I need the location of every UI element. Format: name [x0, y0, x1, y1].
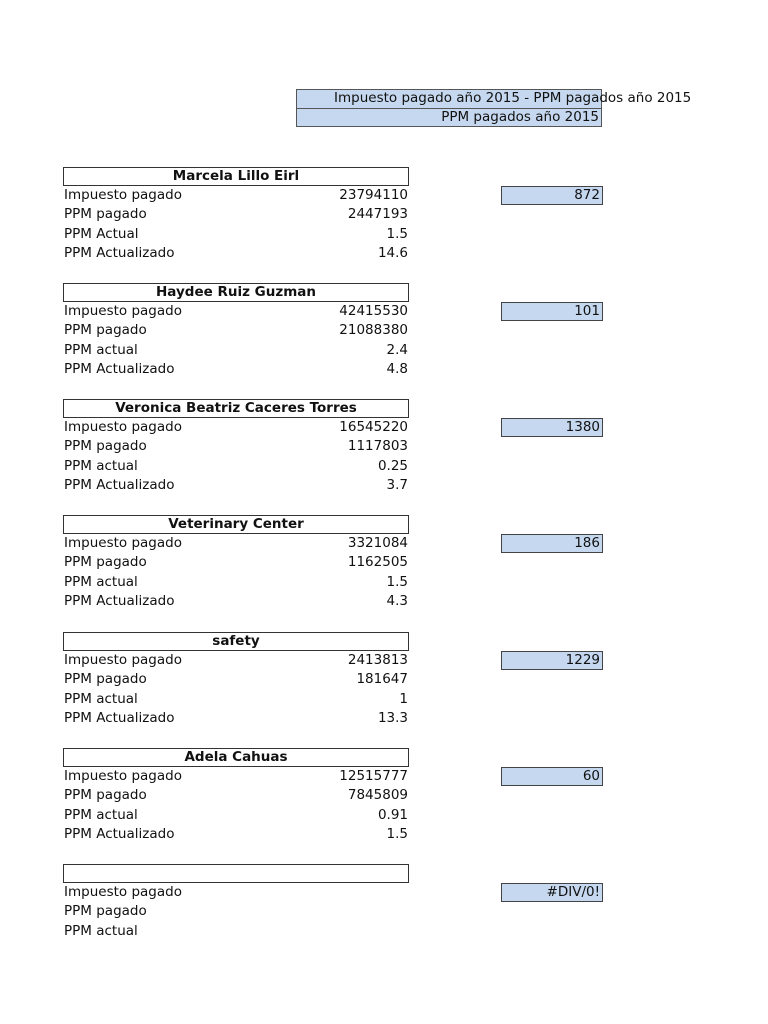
company-row [63, 302, 409, 321]
company-block [63, 399, 409, 496]
row-value: 181647 [356, 671, 408, 688]
company-row [63, 651, 409, 670]
row-value: 42415530 [339, 303, 408, 319]
company-block [63, 864, 409, 941]
result-cell: 60 [501, 767, 603, 786]
company-row [63, 592, 409, 611]
row-label: PPM Actual [64, 225, 139, 242]
result-cell: 1229 [501, 651, 603, 670]
company-row [63, 573, 409, 592]
row-value: 4.3 [386, 593, 408, 610]
row-value: 2.4 [386, 341, 408, 358]
row-value: 2413813 [347, 652, 408, 668]
company-row [63, 437, 409, 456]
row-label: PPM pagado [64, 787, 147, 804]
company-row [63, 225, 409, 244]
company-row [63, 553, 409, 572]
row-value: 2447193 [347, 206, 408, 223]
company-row [63, 709, 409, 728]
row-label: Impuesto pagado [64, 768, 182, 784]
row-value: 1162505 [347, 554, 408, 571]
company-row [63, 534, 409, 553]
company-row [63, 205, 409, 224]
row-value: 0.25 [377, 457, 408, 474]
row-label: PPM Actualizado [64, 477, 175, 494]
company-row [63, 902, 409, 921]
row-label: PPM pagado [64, 903, 147, 920]
company-name: Veterinary Center [63, 515, 409, 534]
row-label: PPM Actualizado [64, 361, 175, 378]
result-cell: 101 [501, 302, 603, 321]
row-label: Impuesto pagado [64, 652, 182, 668]
result-cell: 186 [501, 534, 603, 553]
row-label: PPM pagado [64, 322, 147, 339]
row-value: 1.5 [386, 826, 408, 843]
company-name: safety [63, 632, 409, 651]
company-row [63, 786, 409, 805]
row-value: 1 [399, 690, 408, 707]
header-line-2: PPM pagados año 2015 [296, 108, 602, 127]
company-name: Marcela Lillo Eirl [63, 167, 409, 186]
company-row [63, 690, 409, 709]
row-value: 14.6 [377, 245, 408, 262]
row-label: Impuesto pagado [64, 303, 182, 319]
row-label: PPM Actualizado [64, 826, 175, 843]
company-block [63, 748, 409, 845]
row-value: 23794110 [339, 187, 408, 203]
row-label: PPM actual [64, 922, 138, 939]
row-value: 1.5 [386, 225, 408, 242]
result-cell: #DIV/0! [501, 883, 603, 902]
row-value: 21088380 [339, 322, 408, 339]
company-row [63, 883, 409, 902]
company-row [63, 457, 409, 476]
row-label: PPM pagado [64, 206, 147, 223]
company-name [63, 864, 409, 883]
row-label: PPM actual [64, 690, 138, 707]
company-row [63, 418, 409, 437]
company-name: Adela Cahuas [63, 748, 409, 767]
company-row [63, 244, 409, 263]
row-value: 13.3 [377, 710, 408, 727]
company-row [63, 186, 409, 205]
row-label: PPM pagado [64, 671, 147, 688]
row-label: PPM actual [64, 806, 138, 823]
row-value: 7845809 [347, 787, 408, 804]
row-label: PPM actual [64, 573, 138, 590]
row-value: 3.7 [386, 477, 408, 494]
row-label: PPM Actualizado [64, 245, 175, 262]
company-block [63, 632, 409, 729]
row-label: PPM actual [64, 457, 138, 474]
row-value: 3321084 [347, 535, 408, 551]
header-line-1: Impuesto pagado año 2015 - PPM pagados año 2015 [296, 89, 602, 108]
company-block [63, 515, 409, 612]
company-name: Haydee Ruiz Guzman [63, 283, 409, 302]
row-value: 4.8 [386, 361, 408, 378]
row-label: Impuesto pagado [64, 884, 182, 900]
company-row [63, 321, 409, 340]
row-label: PPM Actualizado [64, 710, 175, 727]
row-label: Impuesto pagado [64, 419, 182, 435]
row-label: PPM pagado [64, 554, 147, 571]
row-value: 0.91 [377, 806, 408, 823]
result-cell: 1380 [501, 418, 603, 437]
company-block [63, 167, 409, 264]
result-cell: 872 [501, 186, 603, 205]
company-row [63, 922, 409, 941]
company-row [63, 825, 409, 844]
company-row [63, 341, 409, 360]
company-row [63, 476, 409, 495]
row-value: 1117803 [347, 438, 408, 455]
company-row [63, 806, 409, 825]
row-label: PPM actual [64, 341, 138, 358]
row-label: PPM Actualizado [64, 593, 175, 610]
row-value: 16545220 [339, 419, 408, 435]
company-row [63, 360, 409, 379]
row-value: 12515777 [339, 768, 408, 784]
row-value: 1.5 [386, 573, 408, 590]
company-row [63, 670, 409, 689]
row-label: PPM pagado [64, 438, 147, 455]
company-name: Veronica Beatriz Caceres Torres [63, 399, 409, 418]
row-label: Impuesto pagado [64, 187, 182, 203]
company-row [63, 767, 409, 786]
company-block [63, 283, 409, 380]
row-label: Impuesto pagado [64, 535, 182, 551]
